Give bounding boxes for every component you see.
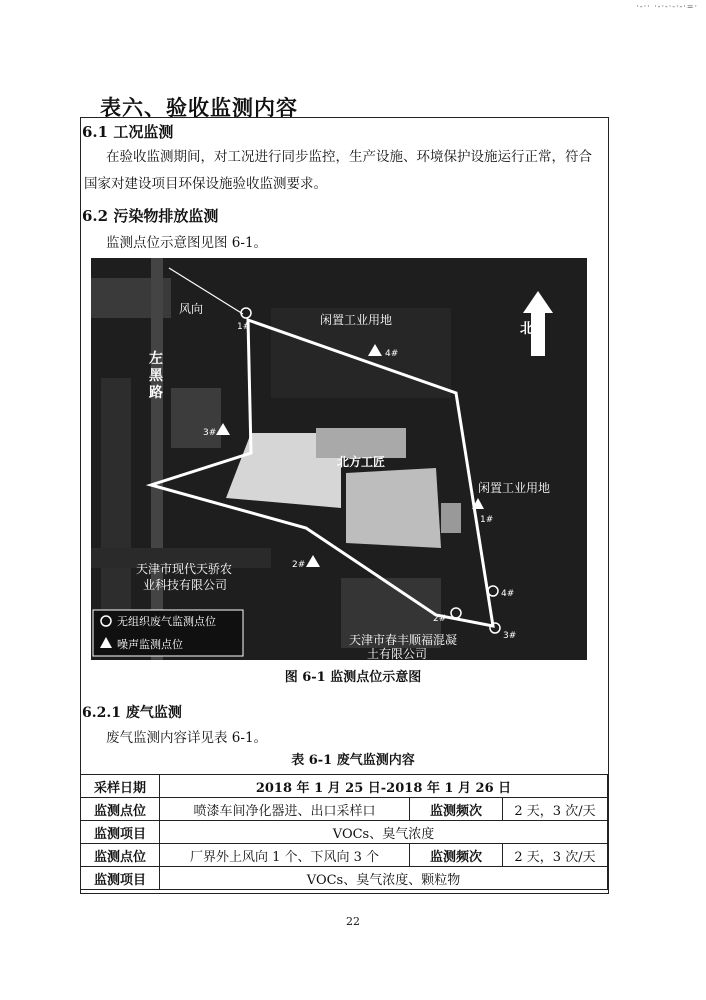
legend-air-label: 无组织废气监测点位	[117, 615, 216, 628]
map-road-char-1: 左	[149, 351, 163, 367]
factory-building	[316, 428, 406, 458]
map-neighbor-left-1: 天津市现代天骄农	[136, 562, 233, 576]
row-value: 2 天，3 次/天	[503, 798, 608, 821]
row-value: 2 天，3 次/天	[503, 844, 608, 867]
section-6-2-heading: 6.2 污染物排放监测	[82, 207, 219, 225]
row-value: VOCs、臭气浓度、颗粒物	[160, 867, 608, 890]
map-road-char-3: 路	[149, 385, 163, 401]
table-caption: 表 6-1 废气监测内容	[291, 753, 415, 768]
table-row	[81, 867, 608, 890]
map-neighbor-right-1: 天津市春丰顺福混凝	[349, 633, 458, 647]
table-row	[81, 821, 608, 844]
row-label: 监测点位	[81, 844, 160, 867]
monitoring-site-map	[91, 258, 587, 660]
figure-caption: 图 6-1 监测点位示意图	[284, 670, 422, 685]
air-point-1-label: 1#	[237, 322, 251, 332]
section-6-2-1-heading: 6.2.1 废气监测	[82, 705, 182, 721]
map-neighbor-right-2: 土有限公司	[367, 647, 428, 660]
waste-gas-monitoring-table	[80, 774, 608, 890]
air-point-2-label: 2#	[433, 614, 447, 624]
map-idle-land-right: 闲置工业用地	[478, 481, 551, 495]
table-row	[81, 798, 608, 821]
map-north-label: 北	[520, 321, 534, 337]
map-idle-land-top: 闲置工业用地	[320, 313, 393, 327]
map-neighbor-left-2: 业科技有限公司	[143, 578, 228, 592]
row-value: 厂界外上风向 1 个、下风向 3 个	[160, 844, 410, 867]
left-road	[151, 258, 163, 660]
row-value: 2018 年 1 月 25 日-2018 年 1 月 26 日	[160, 775, 608, 798]
air-point-4-label: 4#	[501, 589, 515, 599]
page-title: 表六、验收监测内容	[100, 95, 298, 120]
legend-noise-label: 噪声监测点位	[117, 638, 183, 651]
row-label: 监测项目	[81, 867, 160, 890]
section-6-1-heading: 6.1 工况监测	[82, 123, 174, 141]
noise-point-2-label: 2#	[292, 560, 306, 570]
map-plant-label: 北方工匠	[337, 455, 386, 469]
section-6-2-intro: 监测点位示意图见图 6-1。	[106, 235, 268, 251]
noise-point-1-label: 1#	[480, 515, 494, 525]
row-label: 监测点位	[81, 798, 160, 821]
table-row	[81, 844, 608, 867]
noise-point-3-label: 3#	[203, 428, 217, 438]
factory-building	[441, 503, 461, 533]
page-number: 22	[346, 915, 360, 928]
row-value: 喷漆车间净化器进、出口采样口	[160, 798, 410, 821]
map-graphic	[91, 258, 587, 660]
map-structure	[171, 388, 221, 448]
factory-building	[346, 468, 441, 548]
map-wind-label: 风向	[179, 302, 204, 316]
row-label: 监测频次	[410, 798, 503, 821]
noise-point-4-label: 4#	[385, 349, 399, 359]
row-label: 监测频次	[410, 844, 503, 867]
table-row	[81, 775, 608, 798]
section-6-1-text-1: 在验收监测期间，对工况进行同步监控，生产设施、环境保护设施运行正常，符合	[106, 149, 592, 165]
row-value: VOCs、臭气浓度	[160, 821, 608, 844]
section-6-1-text-2: 国家对建设项目环保设施验收监测要求。	[84, 176, 327, 192]
map-road-char-2: 黑	[149, 368, 163, 384]
map-strip	[101, 378, 131, 638]
air-point-3-label: 3#	[503, 631, 517, 641]
row-label: 采样日期	[81, 775, 160, 798]
section-6-2-1-intro: 废气监测内容详见表 6-1。	[106, 730, 268, 746]
row-label: 监测项目	[81, 821, 160, 844]
scan-artifact: ·-·· ·-·-·-·-·=·	[636, 2, 698, 11]
